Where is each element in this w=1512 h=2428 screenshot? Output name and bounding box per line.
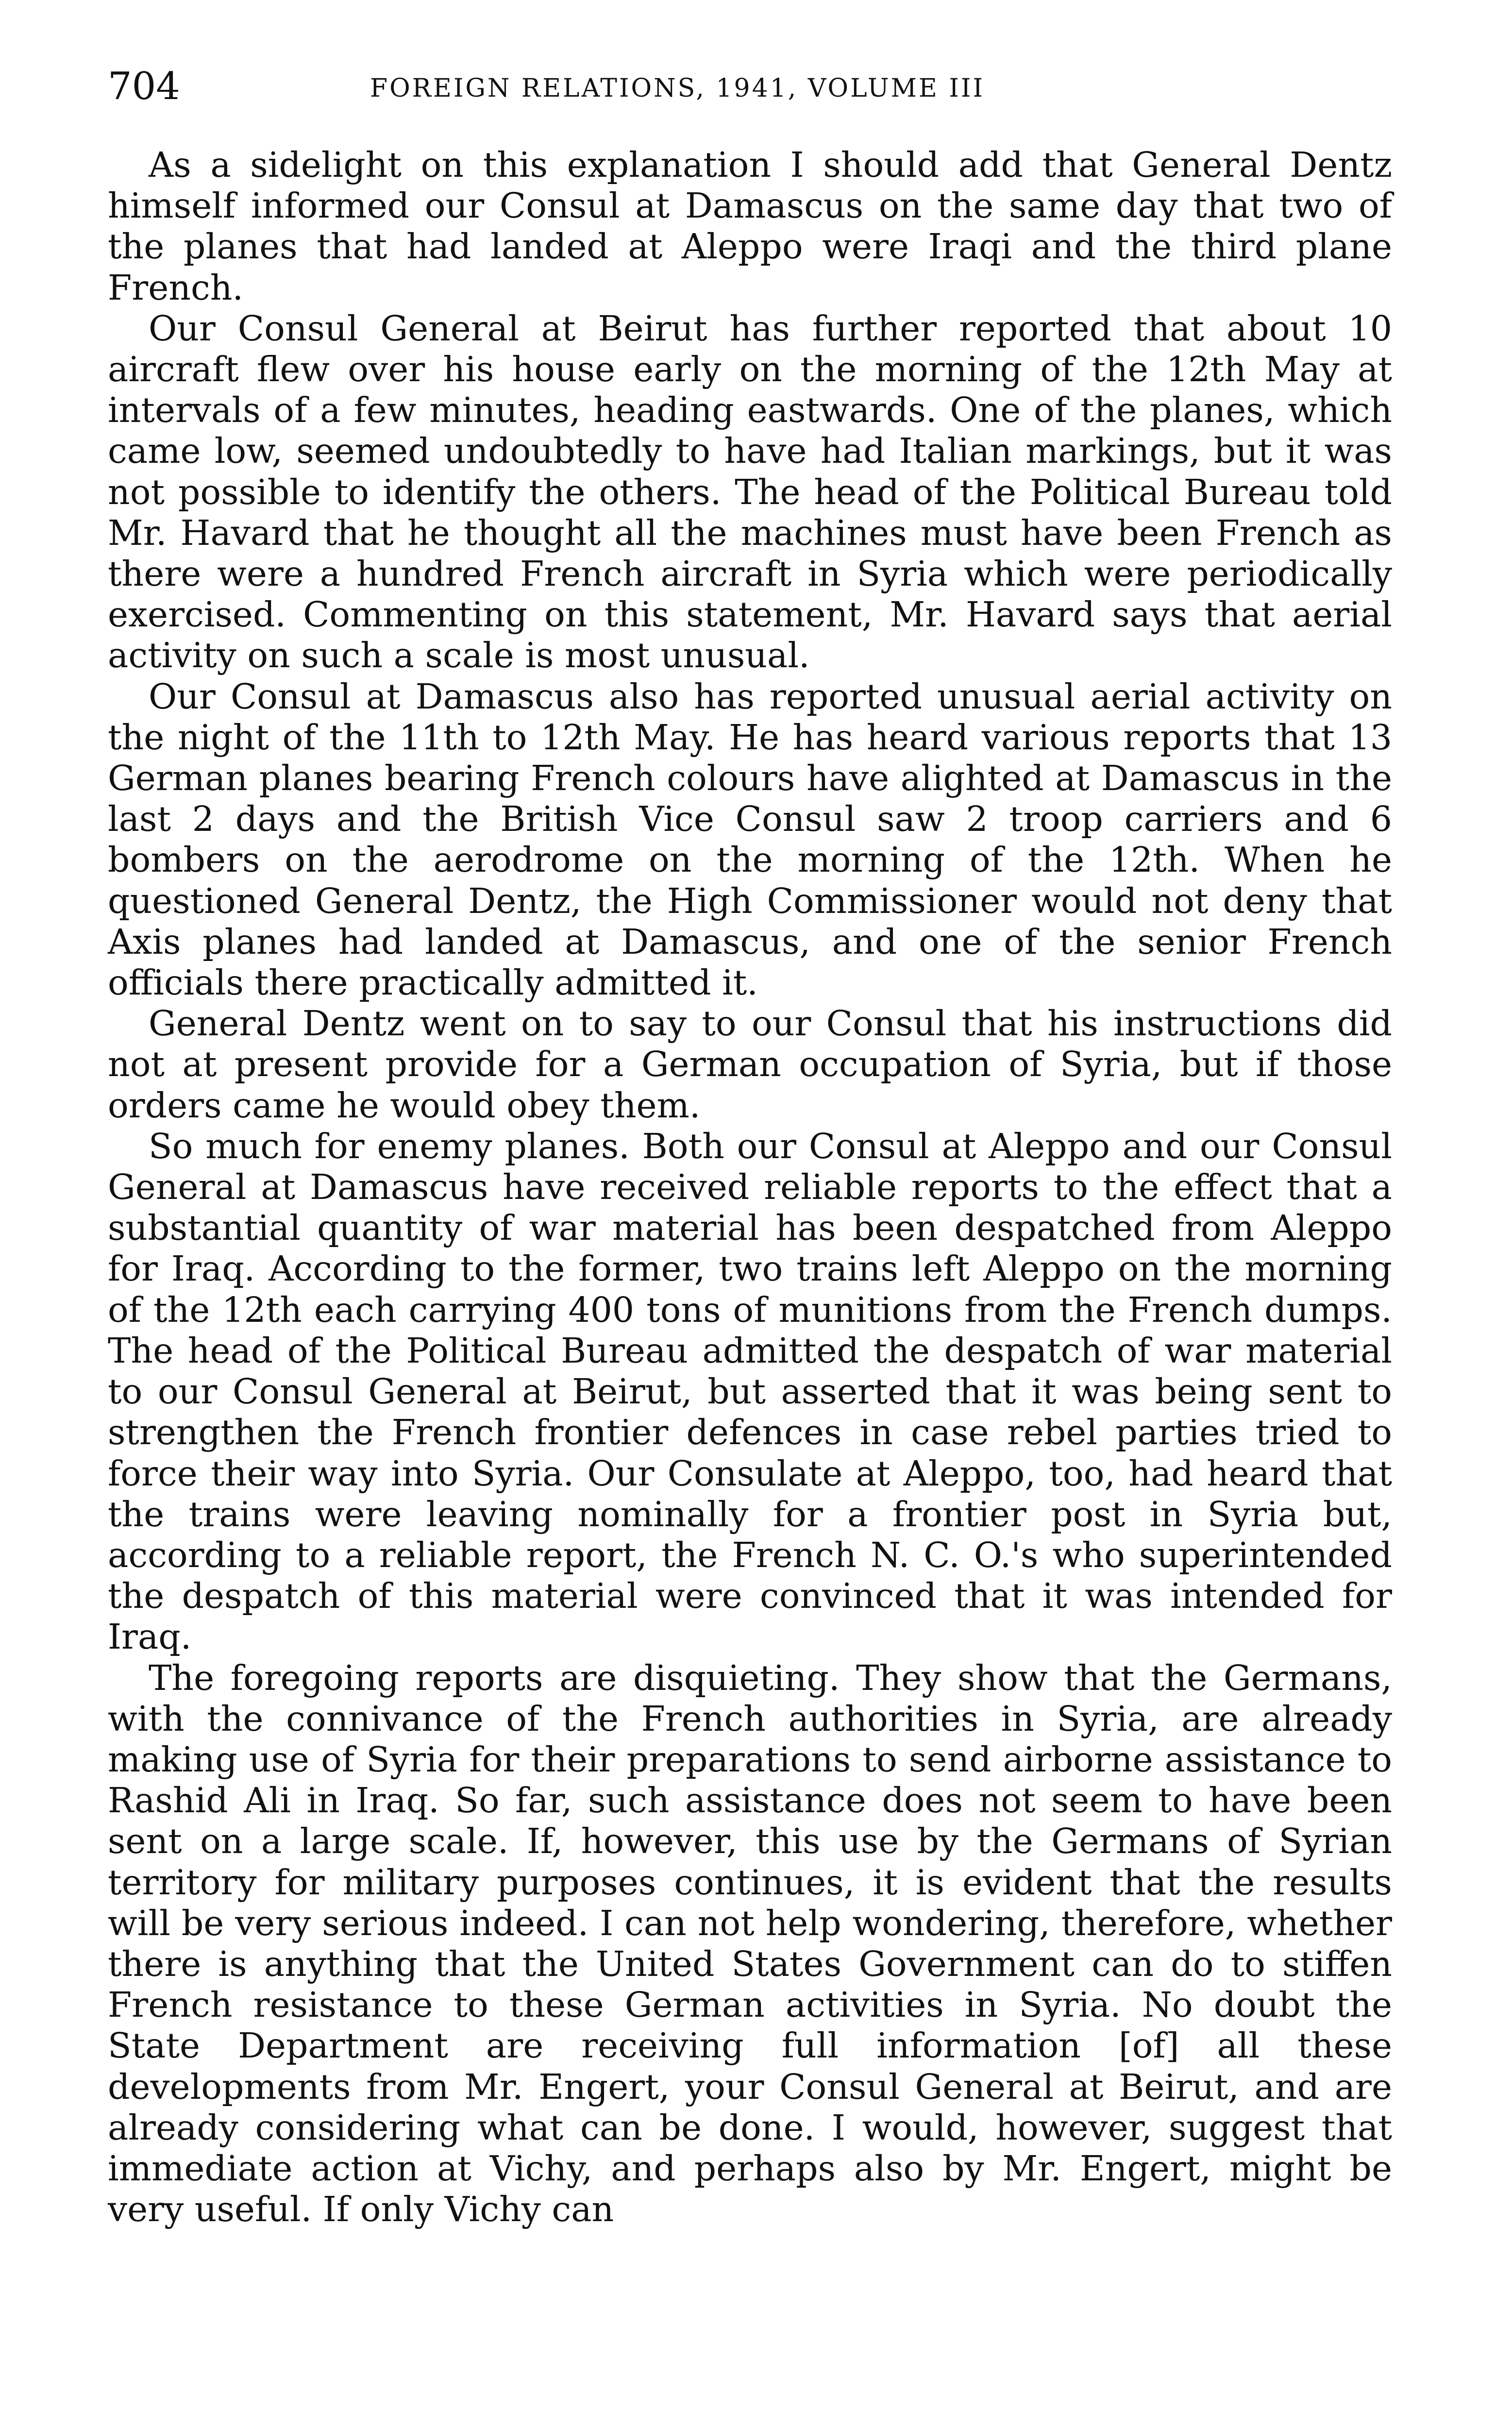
paragraph-aleppo-planes: As a sidelight on this explanation I should add that General Dentz himself informed our Consul at Damascus on the same day that two of the planes that had landed at Aleppo were Iraqi and the third plane French. xyxy=(108,145,1392,308)
running-head xyxy=(108,57,1392,116)
paragraph-dentz-instructions: General Dentz went on to say to our Consul that his instructions did not at present provide for a German occupation of Syria, but if those orders came he would obey them. xyxy=(108,1003,1392,1126)
running-title: FOREIGN RELATIONS, 1941, VOLUME III xyxy=(370,74,985,103)
paragraph-war-material: So much for enemy planes. Both our Consul at Aleppo and our Consul General at Damascus have received reliable reports to the effect that a substantial quantity of war material has been despatched from Aleppo for Iraq. According to the former, two trains left Aleppo on the morning of the 12th each carrying 400 tons of munitions from the French dumps. The head of the Political Bureau admitted the despatch of war material to our Consul General at Beirut, but asserted that it was being sent to strengthen the French frontier defences in case rebel parties tried to force their way into Syria. Our Consulate at Aleppo, too, had heard that the trains were leaving nominally for a frontier post in Syria but, according to a reliable report, the French N. C. O.'s who superintended the despatch of this material were convinced that it was intended for Iraq. xyxy=(108,1126,1392,1657)
paragraph-beirut-aircraft: Our Consul General at Beirut has further reported that about 10 aircraft flew over his house early on the morning of the 12th May at intervals of a few minutes, heading eastwards. One of the planes, which came low, seemed undoubtedly to have had Italian markings, but it was not possible to identify the others. The head of the Political Bureau told Mr. Havard that he thought all the machines must have been French as there were a hundred French aircraft in Syria which were periodically exercised. Commenting on this statement, Mr. Havard says that aerial activity on such a scale is most unusual. xyxy=(108,308,1392,676)
page-number: 704 xyxy=(108,65,180,108)
paragraph-damascus-activity: Our Consul at Damascus also has reported unusual aerial activity on the night of the 11th to 12th May. He has heard various reports that 13 German planes bearing French colours have alighted at Damascus in the last 2 days and the British Vice Consul saw 2 troop carriers and 6 bombers on the aerodrome on the morning of the 12th. When he questioned General Dentz, the High Commissioner would not deny that Axis planes had landed at Damascus, and one of the senior French officials there practically admitted it. xyxy=(108,676,1392,1003)
paragraph-disquieting-reports: The foregoing reports are disquieting. They show that the Germans, with the connivance of the French authorities in Syria, are already making use of Syria for their preparations to send airborne assistance to Rashid Ali in Iraq. So far, such assistance does not seem to have been sent on a large scale. If, however, this use by the Germans of Syrian territory for military purposes continues, it is evident that the results will be very serious indeed. I can not help wondering, therefore, whether there is anything that the United States Government can do to stiffen French resistance to these German activities in Syria. No doubt the State Department are receiving full information [of] all these developments from Mr. Engert, your Consul General at Beirut, and are already considering what can be done. I would, however, suggest that immediate action at Vichy, and perhaps also by Mr. Engert, might be very useful. If only Vichy can xyxy=(108,1657,1392,2230)
body-text xyxy=(108,145,1392,2230)
